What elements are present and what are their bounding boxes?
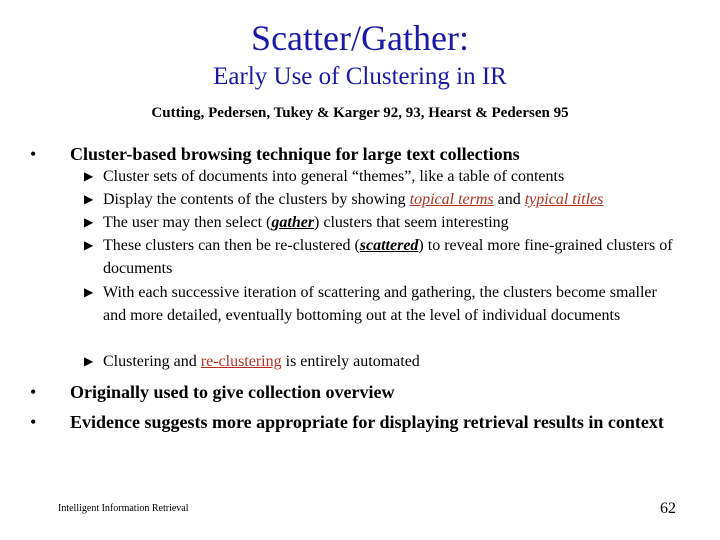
sub-bullet-2-text-b: and <box>493 191 525 208</box>
main-bullet-1: Cluster-based browsing technique for large text collections <box>70 144 520 164</box>
footer-course-title: Intelligent Information Retrieval <box>58 503 189 514</box>
topical-terms-emphasis: topical terms <box>409 191 494 208</box>
sub-bullet-6-text-b: is entirely automated <box>281 353 420 370</box>
bullet-dot-icon: • <box>30 144 37 164</box>
sub-bullet-4-text-b: ) to reveal more fine-grained clusters of documents <box>103 237 673 277</box>
typical-titles-emphasis: typical titles <box>524 191 604 208</box>
triangle-right-icon: ▶ <box>84 354 94 368</box>
sub-bullet-1: Cluster sets of documents into general “themes”, like a table of contents <box>103 168 565 185</box>
re-clustering-emphasis: re-clustering <box>200 353 282 370</box>
sub-bullet-4 <box>103 234 683 280</box>
sub-bullet-6-text-a: Clustering and <box>103 353 201 370</box>
triangle-right-icon: ▶ <box>84 169 94 183</box>
main-bullet-2: Originally used to give collection overview <box>70 382 395 402</box>
authors-citation: Cutting, Pedersen, Tukey & Karger 92, 93, Hearst & Pedersen 95 <box>151 105 569 121</box>
page-number: 62 <box>660 500 676 517</box>
sub-bullet-5: With each successive iteration of scattering and gathering, the clusters become smaller and more detailed, eventually bottoming out at the level of individual documents <box>103 284 657 324</box>
sub-bullet-6 <box>103 350 683 373</box>
triangle-right-icon: ▶ <box>84 215 94 229</box>
gather-emphasis: gather <box>271 214 315 231</box>
sub-bullet-3-text-b: ) clusters that seem interesting <box>314 214 509 231</box>
bullet-dot-icon: • <box>30 382 37 402</box>
sub-bullet-2 <box>103 188 683 211</box>
main-bullet-3: Evidence suggests more appropriate for displaying retrieval results in context <box>70 412 664 432</box>
bullet-dot-icon: • <box>30 412 37 432</box>
slide-title: Scatter/Gather: <box>251 18 469 58</box>
sub-bullet-4-text-a: These clusters can then be re-clustered ( <box>103 237 360 254</box>
triangle-right-icon: ▶ <box>84 238 94 252</box>
sub-bullet-3-text-a: The user may then select ( <box>103 214 272 231</box>
triangle-right-icon: ▶ <box>84 192 94 206</box>
sub-bullet-2-text-a: Display the contents of the clusters by showing <box>103 191 410 208</box>
triangle-right-icon: ▶ <box>84 285 94 299</box>
slide-subtitle: Early Use of Clustering in IR <box>213 63 507 90</box>
sub-bullet-3 <box>103 211 683 234</box>
scattered-emphasis: scattered <box>359 237 419 254</box>
